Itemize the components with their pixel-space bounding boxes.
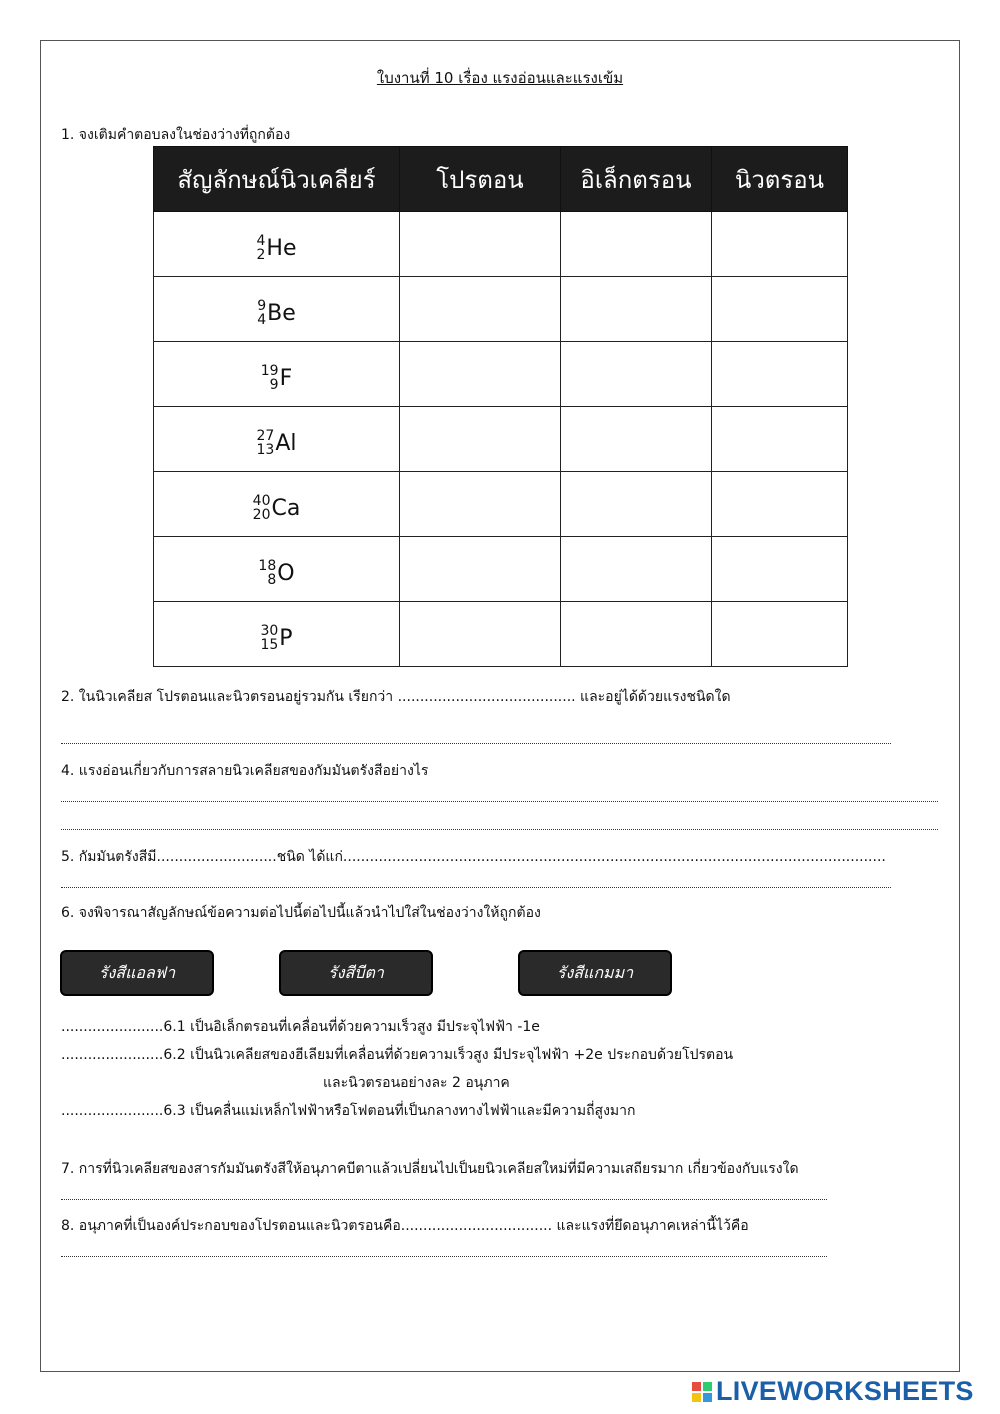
nuclide-symbol-cell bbox=[154, 407, 400, 472]
table-row bbox=[154, 602, 848, 667]
question-6-1: .......................6.1 เป็นอิเล็กตรอนที่เคลื่อนที่ด้วยความเร็วสูง มีประจุไฟฟ้า -1e bbox=[61, 1019, 540, 1035]
table-row bbox=[154, 342, 848, 407]
question-1: 1. จงเติมคำตอบลงในช่องว่างที่ถูกต้อง bbox=[61, 127, 291, 143]
table-row bbox=[154, 407, 848, 472]
electron-answer-cell[interactable] bbox=[561, 212, 712, 277]
beta-ray-card[interactable]: รังสีบีตา bbox=[279, 950, 433, 996]
table-row bbox=[154, 472, 848, 537]
nuclide-numbers bbox=[257, 299, 266, 327]
proton-answer-cell[interactable] bbox=[400, 537, 561, 602]
mass-number: 40 bbox=[252, 493, 271, 509]
proton-answer-cell[interactable] bbox=[400, 472, 561, 537]
mass-number: 9 bbox=[257, 298, 267, 314]
answer-line-7[interactable] bbox=[61, 1198, 827, 1200]
mass-number: 19 bbox=[260, 363, 279, 379]
header-neutron: นิวตรอน bbox=[712, 147, 848, 212]
question-6-2-cont: และนิวตรอนอย่างละ 2 อนุภาค bbox=[323, 1075, 510, 1091]
proton-answer-cell[interactable] bbox=[400, 342, 561, 407]
question-5: 5. กัมมันตรังสีมี...........................ชนิด ได้แก่.......................................................................................................................... bbox=[61, 849, 886, 865]
neutron-answer-cell[interactable] bbox=[712, 277, 848, 342]
neutron-answer-cell[interactable] bbox=[712, 602, 848, 667]
question-6-2: .......................6.2 เป็นนิวเคลียสของฮีเลียมที่เคลื่อนที่ด้วยความเร็วสูง มีประจุไฟฟ้า +2e ประกอบด้วยโปรตอน bbox=[61, 1047, 734, 1063]
nuclide-numbers bbox=[261, 364, 279, 392]
element-symbol: Be bbox=[267, 300, 296, 326]
nuclide-symbol-cell bbox=[154, 472, 400, 537]
element-symbol: Al bbox=[275, 430, 297, 456]
element-symbol: F bbox=[279, 365, 293, 391]
nuclide-numbers bbox=[253, 494, 271, 522]
nuclide-symbol bbox=[261, 364, 292, 392]
electron-answer-cell[interactable] bbox=[561, 472, 712, 537]
nuclide-numbers bbox=[258, 559, 276, 587]
nuclide-symbol-cell bbox=[154, 342, 400, 407]
nuclide-table bbox=[153, 146, 848, 667]
answer-line-2[interactable] bbox=[61, 742, 891, 744]
atomic-number: 4 bbox=[257, 312, 267, 328]
table-row bbox=[154, 212, 848, 277]
worksheet-title: ใบงานที่ 10 เรื่อง แรงอ่อนและแรงเข้ม bbox=[376, 69, 624, 87]
electron-answer-cell[interactable] bbox=[561, 602, 712, 667]
nuclide-symbol bbox=[257, 234, 297, 262]
header-electron: อิเล็กตรอน bbox=[561, 147, 712, 212]
answer-line-4a[interactable] bbox=[61, 800, 938, 802]
alpha-ray-card[interactable]: รังสีแอลฟา bbox=[60, 950, 214, 996]
logo-text: LIVEWORKSHEETS bbox=[716, 1376, 974, 1406]
question-8: 8. อนุภาคที่เป็นองค์ประกอบของโปรตอนและนิวตรอนคือ.................................. และแรงที่ยึดอนุภาคเหล่านี้ไว้คือ bbox=[61, 1218, 749, 1234]
electron-answer-cell[interactable] bbox=[561, 537, 712, 602]
neutron-answer-cell[interactable] bbox=[712, 342, 848, 407]
neutron-answer-cell[interactable] bbox=[712, 472, 848, 537]
neutron-answer-cell[interactable] bbox=[712, 212, 848, 277]
nuclide-numbers bbox=[257, 234, 266, 262]
electron-answer-cell[interactable] bbox=[561, 407, 712, 472]
answer-line-4b[interactable] bbox=[61, 828, 938, 830]
liveworksheets-logo bbox=[692, 1376, 974, 1407]
nuclide-symbol bbox=[260, 624, 292, 652]
question-6: 6. จงพิจารณาสัญลักษณ์ข้อความต่อไปนี้ต่อไปนี้แล้วนำไปใส่ในช่องว่างให้ถูกต้อง bbox=[61, 905, 541, 921]
nuclide-symbol bbox=[258, 559, 294, 587]
atomic-number: 15 bbox=[260, 637, 279, 653]
atomic-number: 13 bbox=[256, 442, 275, 458]
proton-answer-cell[interactable] bbox=[400, 407, 561, 472]
electron-answer-cell[interactable] bbox=[561, 342, 712, 407]
element-symbol: P bbox=[279, 625, 293, 651]
table-row bbox=[154, 277, 848, 342]
question-2: 2. ในนิวเคลียส โปรตอนและนิวตรอนอยู่รวมกัน เรียกว่า ........................................ และอยู่ได้ด้วยแรงชนิดใด bbox=[61, 689, 731, 705]
nuclide-symbol bbox=[253, 494, 301, 522]
element-symbol: O bbox=[277, 560, 295, 586]
mass-number: 18 bbox=[258, 558, 277, 574]
answer-line-5[interactable] bbox=[61, 886, 891, 888]
nuclide-symbol-cell bbox=[154, 212, 400, 277]
atomic-number: 20 bbox=[252, 507, 271, 523]
nuclide-numbers bbox=[257, 429, 275, 457]
atomic-number: 2 bbox=[256, 247, 266, 263]
proton-answer-cell[interactable] bbox=[400, 602, 561, 667]
neutron-answer-cell[interactable] bbox=[712, 407, 848, 472]
element-symbol: Ca bbox=[271, 495, 301, 521]
nuclide-symbol-cell bbox=[154, 537, 400, 602]
nuclide-symbol bbox=[257, 299, 296, 327]
mass-number: 4 bbox=[256, 233, 266, 249]
logo-grid-icon bbox=[692, 1382, 712, 1402]
atomic-number: 9 bbox=[269, 377, 279, 393]
nuclide-symbol bbox=[257, 429, 297, 457]
question-7: 7. การที่นิวเคลียสของสารกัมมันตรังสีให้อนุภาคบีตาแล้วเปลี่ยนไปเป็นยนิวเคลียสใหม่ที่มีความเสถียรมาก เกี่ยวข้องกับแรงใด bbox=[61, 1161, 799, 1177]
gamma-ray-card[interactable]: รังสีแกมมา bbox=[518, 950, 672, 996]
mass-number: 30 bbox=[260, 623, 279, 639]
answer-line-8[interactable] bbox=[61, 1255, 827, 1257]
header-symbol: สัญลักษณ์นิวเคลียร์ bbox=[154, 147, 400, 212]
proton-answer-cell[interactable] bbox=[400, 277, 561, 342]
table-row bbox=[154, 537, 848, 602]
element-symbol: He bbox=[266, 235, 297, 261]
atomic-number: 8 bbox=[267, 572, 277, 588]
electron-answer-cell[interactable] bbox=[561, 277, 712, 342]
neutron-answer-cell[interactable] bbox=[712, 537, 848, 602]
nuclide-numbers bbox=[260, 624, 278, 652]
mass-number: 27 bbox=[256, 428, 275, 444]
question-6-3: .......................6.3 เป็นคลื่นแม่เหล็กไฟฟ้าหรือโฟตอนที่เป็นกลางทางไฟฟ้าและมีความถี่สูงมาก bbox=[61, 1103, 636, 1119]
nuclide-symbol-cell bbox=[154, 277, 400, 342]
question-4: 4. แรงอ่อนเกี่ยวกับการสลายนิวเคลียสของกัมมันตรังสีอย่างไร bbox=[61, 763, 429, 779]
header-proton: โปรตอน bbox=[400, 147, 561, 212]
nuclide-symbol-cell bbox=[154, 602, 400, 667]
proton-answer-cell[interactable] bbox=[400, 212, 561, 277]
table-header-row bbox=[154, 147, 848, 212]
